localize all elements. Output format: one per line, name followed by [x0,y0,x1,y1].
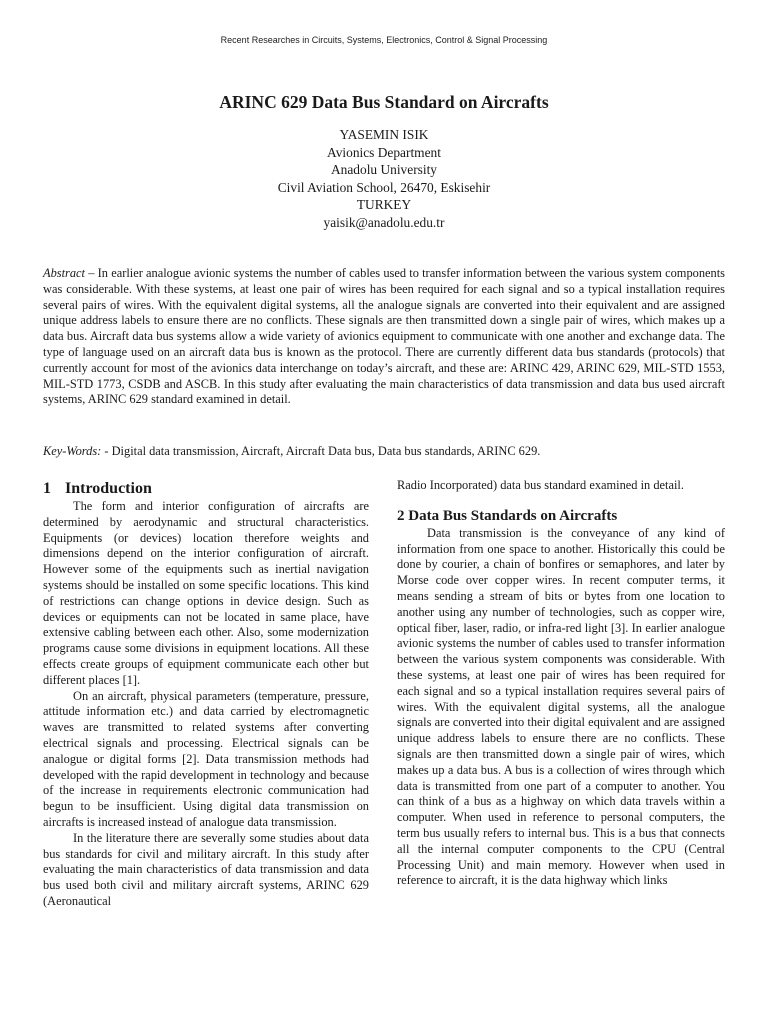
author-email[interactable]: yaisik@anadolu.edu.tr [323,214,445,230]
keywords [43,444,725,460]
author-school: Civil Aviation School, 26470, Eskisehir [277,179,491,195]
abstract-text: – In earlier analogue avionic systems the number of cables used to transfer information between the various system components was considerable. With these systems, at least one pair of wires has been required for each signal and so a typical installation requires several pairs of wires. With the equivalent digital systems, all the analogue signals are converted into their equivalent and are assigned unique address labels to ensure there are no conflicts. These signals are then transmitted down a single pair of wires, which makes up a data bus. Aircraft data bus systems allow a wide variety of avionics equipment to communicate with one another and exchange data. The type of language used on an aircraft data bus is known as the protocol. There are currently different data bus standards (protocols) that currently account for most of the avionics data interchange on today’s aircraft, and these are: ARINC 429, ARINC 629, MIL-STD 1553, MIL-STD 1773, CSDB and ASCB. In this study after evaluating the main characteristics of data transmission and data bus used aircraft systems, ARINC 629 standard examined in detail. [43,266,725,407]
author-block [0,126,768,232]
section-number: 1 [43,480,51,497]
paper-title: ARINC 629 Data Bus Standard on Aircrafts [219,92,549,112]
author-department: Avionics Department [327,144,441,160]
running-header: Recent Researches in Circuits, Systems, Electronics, Control & Signal Processing [220,35,548,45]
section-heading-data-bus-standards: 2 Data Bus Standards on Aircrafts [397,507,618,524]
keywords-label: Key-Words: [43,444,102,458]
abstract-label: Abstract [43,266,85,280]
intro-paragraph-1: The form and interior configuration of aircrafts are determined by aerodynamic and structural characteristics. Equipments (or devices) location therefore weights and dimensions depend on the interior configuration of aircraft. However some of the equipments such as inertial navigation systems should be installed on some specific locations. This kind of restrictions can change options in device design. Such as devices or equipments can not be located in same place, have extensive cabling between each other. Also, some modernization programs cause some divisions in equipment locations. All these effects create groups of equipment communicate each other but different places [1]. [43,499,369,687]
intro-paragraph-3-continued: Radio Incorporated) data bus standard examined in detail. [397,478,684,492]
intro-paragraph-2: On an aircraft, physical parameters (temperature, pressure, attitude information etc.) and data carried by electromagnetic waves are transmitted to related systems after converting electrical signals and processing. Electrical signals can be analogue or digital forms [2]. Data transmission methods had developed with the rapid development in technology and because of the increase in requirements electronic communication had begun to be insufficient. Using digital data transmission on aircrafts is increased instead of analogue data transmission. [43,688,369,829]
section-heading-introduction [43,479,369,499]
section-title: Introduction [65,480,152,497]
right-column [397,478,725,889]
author-country: TURKEY [356,197,412,213]
intro-paragraph-3: In the literature there are severally some studies about data bus standards for civil and military aircraft. In this study after evaluating the main characteristics of data transmission and data bus used both civil and military aircraft systems, ARINC 629 (Aeronautical [43,830,369,908]
abstract [43,266,725,408]
author-name: YASEMIN ISIK [339,127,429,142]
data-bus-paragraph-1: Data transmission is the conveyance of any kind of information from one space to another. Historically this could be done by courier, a chain of bonfires or semaphores, and later by Morse code over copper wires. In recent computer terms, it means sending a stream of bits or bytes from one location to another using any number of technologies, such as copper wire, optical fiber, laser, radio, or infra-red light [3]. In earlier analogue avionic systems the number of cables used to transfer information between the various system components was considerable. With these systems, at least one pair of wires has been required for each signal and so a typical installation requires several pairs of wires. With the equivalent digital systems, all the analogue signals are converted into their digital equivalent and are assigned unique address labels to ensure there are no conflicts. These signals are then transmitted down a single pair of wires, which makes up a data bus. A bus is a collection of wires through which data is transmitted from one part of a computer to another. You can think of a bus as a highway on which data travels within a computer. When used in reference to personal computers, the term bus usually refers to internal bus. This is a bus that connects all the internal computer components to the CPU (Central Processing Unit) and main memory. However when used in reference to aircraft, it is the data highway which links [397,525,725,888]
left-column [43,479,369,910]
author-university: Anadolu University [331,162,437,178]
keywords-text: - Digital data transmission, Aircraft, Aircraft Data bus, Data bus standards, ARINC 629. [101,444,541,458]
